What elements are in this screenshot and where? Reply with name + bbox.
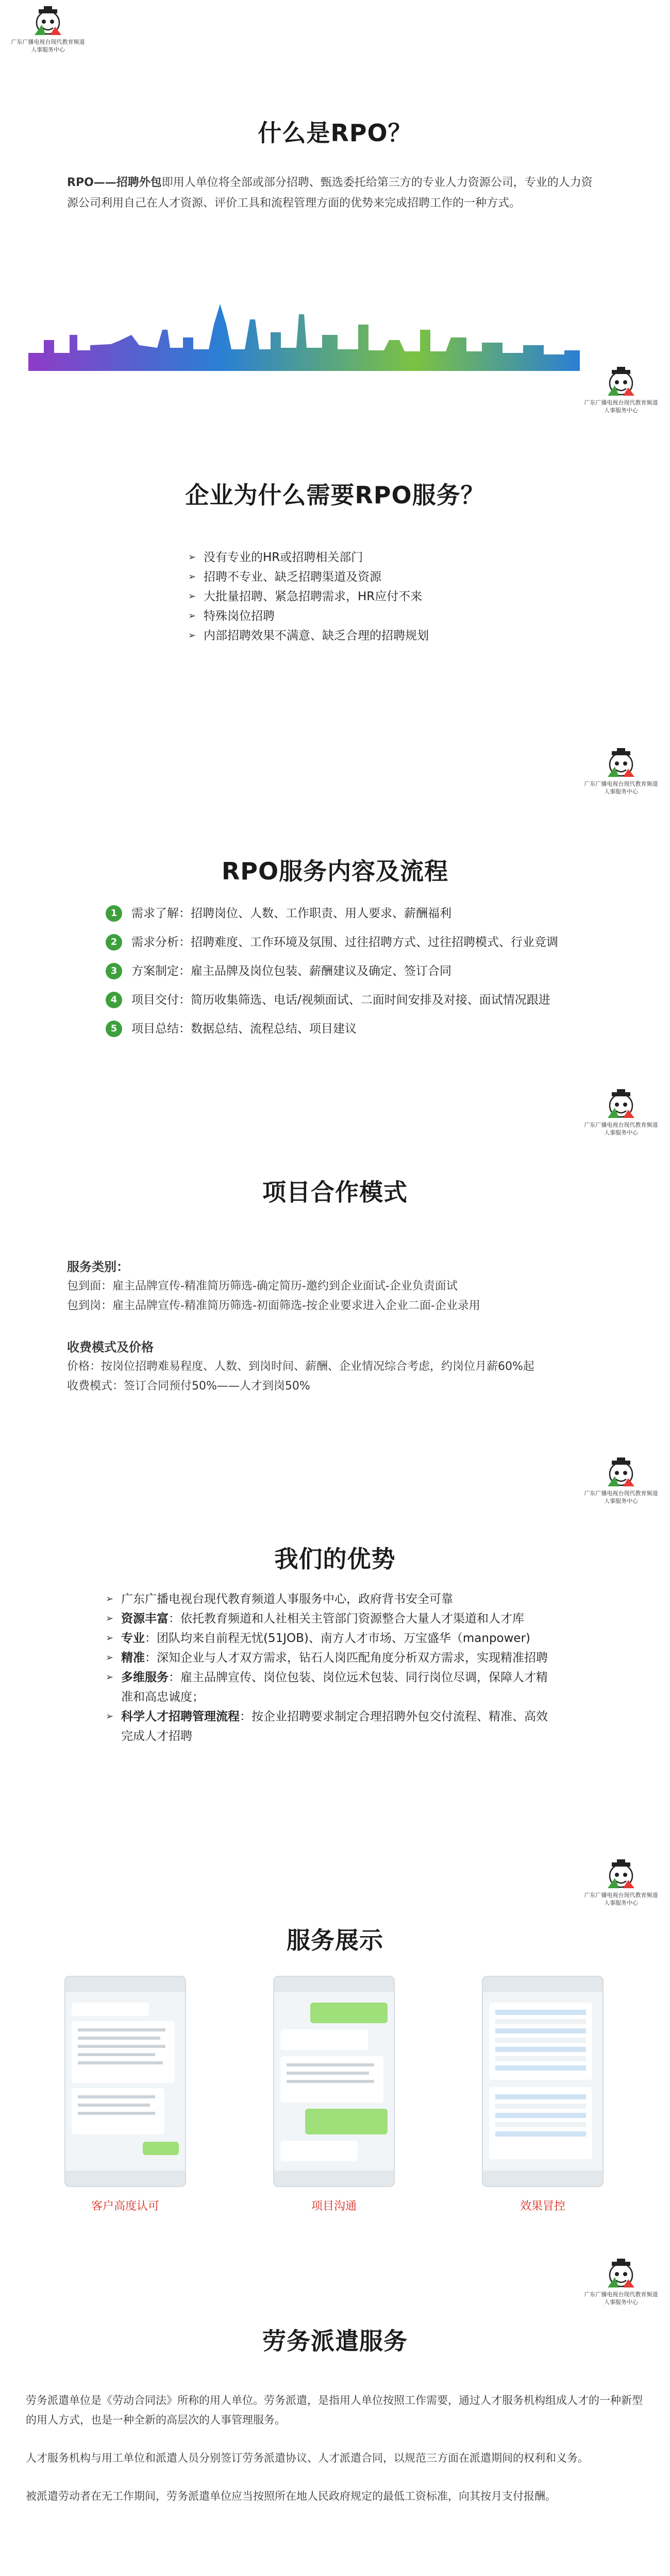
section-title-service-showcase: 服务展示 (287, 1926, 383, 1954)
list-item: ➢ 大批量招聘、紧急招聘需求，HR应付不来 (188, 587, 429, 606)
list-item: ➢ 没有专业的HR或招聘相关部门 (188, 548, 429, 567)
logo (577, 2257, 665, 2306)
showcase-caption-3: 效果冒控 (520, 2200, 565, 2213)
logo-text (577, 1891, 665, 1907)
showcase-screenshot-2 (273, 1976, 395, 2187)
mascot-icon (605, 2257, 638, 2290)
showcase-caption-2: 项目沟通 (311, 2200, 357, 2213)
list-item (106, 1648, 559, 1668)
logo-text (577, 1121, 665, 1137)
mascot-icon (605, 365, 638, 398)
showcase-screenshot-3 (482, 1976, 604, 2187)
package-to-onboard: 包到岗：雇主品牌宣传-精准简历筛选-初面筛选-按企业要求进入企业二面-企业录用 (67, 1299, 480, 1312)
list-item (106, 1668, 559, 1707)
section-title-why-rpo: 企业为什么需要RPO服务？ (185, 481, 485, 509)
chat-screenshot-graphic (483, 1992, 602, 2186)
logo (577, 746, 665, 795)
labor-dispatch-p3: 被派遣劳动者在无工作期间，劳务派遣单位应当按照所在地人民政府规定的最低工资标准，向其按月支付报酬。 (26, 2490, 556, 2502)
list-item (106, 1589, 559, 1609)
process-step (106, 928, 558, 957)
advantage-text: ：雇主品牌宣传、岗位包装、岗位远术包装、同行岗位尽调，保障人才精准和高忠诚度； (121, 1671, 548, 1704)
list-item: ➢ 内部招聘效果不满意、缺乏合理的招聘规划 (188, 626, 429, 646)
mascot-icon (605, 746, 638, 779)
step-number: 1 (106, 905, 122, 922)
mascot-icon (605, 1087, 638, 1120)
cooperation-details (67, 1257, 624, 1396)
advantage-text: ：按企业招聘要求制定合理招聘外包交付流程、精准、高效完成人才招聘 (121, 1710, 548, 1743)
process-step (106, 899, 558, 928)
rpo-definition (67, 173, 603, 214)
rpo-text: 即用人单位将全部或部分招聘、甄选委托给第三方的专业人力资源公司，专业的人力资源公司利用自己在人才资源、评价工具和流程管理方面的优势来完成招聘工作的一种方式。 (67, 176, 593, 210)
step-text: 需求分析：招聘难度、工作环境及氛围、过往招聘方式、过往招聘模式、行业竞调 (131, 936, 558, 949)
process-step (106, 986, 558, 1014)
section-title-cooperation-mode: 项目合作模式 (262, 1178, 408, 1206)
labor-dispatch-p2: 人才服务机构与用工单位和派遣人员分别签订劳务派遣协议、人才派遣合同，以规范三方面在派遣期间的权利和义务。 (26, 2452, 589, 2464)
package-to-interview: 包到面：雇主品牌宣传-精准简历筛选-确定简历-邀约到企业面试-企业负责面试 (67, 1280, 458, 1293)
list-item: ➢ 招聘不专业、缺乏招聘渠道及资源 (188, 567, 429, 587)
showcase-screenshot-1 (64, 1976, 186, 2187)
section-title-advantages: 我们的优势 (274, 1545, 396, 1573)
step-number: 5 (106, 1021, 122, 1037)
chat-screenshot-graphic (274, 1992, 394, 2186)
why-rpo-list (188, 548, 429, 646)
labor-dispatch-text (26, 2391, 644, 2506)
logo-text (577, 1489, 665, 1505)
logo-line-1: 广东广播电视台现代教育频道 (584, 1490, 658, 1497)
price-text: 价格：按岗位招聘难易程度、人数、到岗时间、薪酬、企业情况综合考虑，约岗位月薪60%起 (67, 1360, 534, 1373)
section-title-labor-dispatch: 劳务派遣服务 (262, 2327, 408, 2355)
chat-screenshot-graphic (65, 1992, 185, 2186)
rpo-lead: RPO——招聘外包 (67, 176, 162, 189)
logo-line-1: 广东广播电视台现代教育频道 (584, 1122, 658, 1128)
logo (577, 365, 665, 414)
list-item (106, 1609, 559, 1629)
step-number: 2 (106, 934, 122, 951)
advantage-key: 专业 (121, 1632, 145, 1645)
fee-model-label: 收费模式及价格 (67, 1340, 154, 1354)
advantage-text: ：依托教育频道和人社相关主管部门资源整合大量人才渠道和人才库 (169, 1612, 524, 1625)
mascot-icon (605, 1455, 638, 1488)
city-skyline-graphic (28, 304, 580, 371)
logo-line-2: 人事服务中心 (604, 1498, 638, 1504)
step-text: 需求了解：招聘岗位、人数、工作职责、用人要求、薪酬福利 (131, 907, 451, 920)
logo (577, 1455, 665, 1505)
step-text: 项目交付：简历收集筛选、电话/视频面试、二面时间安排及对接、面试情况跟进 (131, 993, 550, 1007)
section-title-rpo-process: RPO服务内容及流程 (221, 857, 449, 885)
section-title-what-is-rpo: 什么是RPO？ (258, 119, 412, 147)
rpo-process-steps (106, 899, 558, 1043)
fee-text: 收费模式：签订合同预付50%——人才到岗50% (67, 1380, 310, 1393)
logo-line-1: 广东广播电视台现代教育频道 (584, 1892, 658, 1899)
list-item: ➢ 特殊岗位招聘 (188, 606, 429, 626)
mascot-icon (605, 1857, 638, 1890)
step-text: 方案制定：雇主品牌及岗位包装、薪酬建议及确定、签订合同 (131, 964, 451, 978)
process-step (106, 1014, 558, 1043)
advantage-key: 精准 (121, 1651, 145, 1665)
logo-line-2: 人事服务中心 (604, 2299, 638, 2306)
advantage-text: ：团队均来自前程无忧(51JOB)、南方人才市场、万宝盛华（manpower) (145, 1632, 531, 1645)
list-item (106, 1707, 559, 1746)
logo (577, 1857, 665, 1907)
logo (4, 4, 92, 54)
advantage-text: 广东广播电视台现代教育频道人事服务中心，政府背书安全可靠 (121, 1592, 453, 1606)
advantage-key: 科学人才招聘管理流程 (121, 1710, 240, 1723)
logo-text (577, 2291, 665, 2306)
logo-text (577, 780, 665, 795)
logo-line-1: 广东广播电视台现代教育频道 (584, 2291, 658, 2298)
advantage-key: 资源丰富 (121, 1612, 169, 1625)
logo-line-1: 广东广播电视台现代教育频道 (584, 399, 658, 406)
logo-line-2: 人事服务中心 (31, 46, 65, 53)
logo-line-1: 广东广播电视台现代教育频道 (11, 39, 85, 45)
advantages-list (106, 1589, 559, 1746)
logo (577, 1087, 665, 1137)
logo-text (4, 38, 92, 54)
list-item (106, 1629, 559, 1648)
logo-text (577, 399, 665, 414)
logo-line-2: 人事服务中心 (604, 788, 638, 795)
step-number: 4 (106, 992, 122, 1008)
logo-line-2: 人事服务中心 (604, 1900, 638, 1906)
mascot-icon (31, 4, 64, 37)
labor-dispatch-p1: 劳务派遣单位是《劳动合同法》所称的用人单位。劳务派遣，是指用人单位按照工作需要，通过人才服务机构组成人才的一种新型的用人方式，也是一种全新的高层次的人事管理服务。 (26, 2394, 643, 2426)
step-number: 3 (106, 963, 122, 979)
showcase-caption-1: 客户高度认可 (91, 2200, 159, 2213)
service-category-label: 服务类别： (67, 1260, 129, 1274)
logo-line-2: 人事服务中心 (604, 407, 638, 414)
advantage-key: 多维服务 (121, 1671, 169, 1684)
advantage-text: ：深知企业与人才双方需求，钻石人岗匹配角度分析双方需求，实现精准招聘 (145, 1651, 548, 1665)
process-step (106, 957, 558, 986)
logo-line-2: 人事服务中心 (604, 1129, 638, 1136)
step-text: 项目总结：数据总结、流程总结、项目建议 (131, 1022, 357, 1036)
logo-line-1: 广东广播电视台现代教育频道 (584, 781, 658, 787)
